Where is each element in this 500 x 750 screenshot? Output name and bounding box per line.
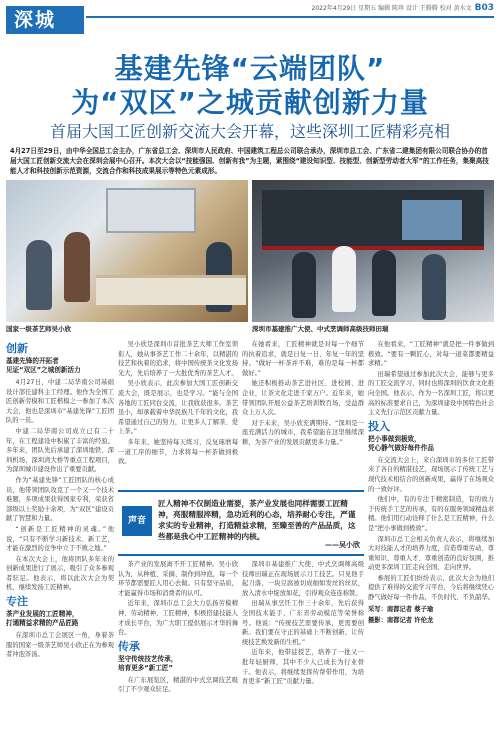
headline-line2: 为“双区”之城贡献创新力量: [71, 86, 429, 119]
section-subtitle: 把小事做到极致， 凭心静气做好每件作品: [368, 434, 434, 452]
photo-backdrop: [106, 188, 196, 233]
paragraph: 在他看来，“工匠精神”就是把一件事做到极致。“要有一颗匠心，对每一道菜都要精益求精。”: [368, 341, 494, 368]
top-rule: [86, 16, 494, 18]
quote-badge: 声音: [122, 506, 152, 536]
paragraph: 吴小欣是深圳市首批茶艺大师工作室领衔人，她从事茶艺工作二十余年，以精湛的技艺和执着的追求，将中国传统茶文化发扬光大，先后培养了一大批优秀的茶艺人才。: [118, 341, 238, 377]
paragraph: 深圳市基建推广大使、中式烹调师高级技师田瑞正在现场展示刀工技艺。只见他手起刀落，一块豆腐被切成细如发丝的丝状，放入清水中绽放如花，引得观众连连称赞。: [242, 561, 364, 597]
subhead: 首届大国工匠创新交流大会开幕，这些深圳工匠精彩亮相: [49, 122, 450, 141]
pull-quote: [118, 490, 364, 556]
section-title: 创新: [6, 342, 28, 355]
photo-tea-table: [96, 275, 246, 305]
paragraph: 近年来，深圳市总工会大力弘扬劳模精神、劳动精神、工匠精神，积极搭建技能人才成长平台，为广大职工提供展示才华的舞台。: [118, 600, 238, 637]
photo-figure: [422, 254, 446, 320]
paragraph: 在深圳市总工会展区一角，身着茶服的国家一级茶艺师吴小欣正在为参观者冲泡茶汤。: [6, 632, 114, 659]
headline-line1: 基建先锋“云端团队”: [114, 52, 386, 85]
paragraph: 深圳市总工会相关负责人表示，将继续加大对技能人才的培养力度，营造尊重劳动、尊重知识、尊重人才、尊重创造的良好氛围，推动更多深圳工匠走向全国、走向世界。: [368, 535, 494, 572]
photo-figure: [64, 232, 90, 302]
paragraph: 作为“基建先锋”工匠团队的核心成员，他带领团队攻克了一个又一个技术难题，多项成果获得国家专利，荣获省部级以上奖励十余项，为“双区”建设贡献了智慧和力量。: [6, 476, 114, 523]
paragraph: 吴小欣表示，此次参加大国工匠创新交流大会，既是展示，也是学习。“能与全国各地的工匠同台交流，让我收获很多。茶艺虽小，却承载着中华民族几千年的文化，我希望通过自己的努力，让更多人了解茶、爱上茶。”: [118, 380, 238, 436]
section-title: 专注: [6, 595, 28, 609]
paragraph: 参展的工匠们纷纷表示，此次大会为他们提供了难得的交流学习平台，今后将继续凭心静气做好每一件作品，不负时代、不负韶华。: [368, 574, 494, 602]
article-column-2-top: [118, 340, 238, 486]
photo-chef: [252, 180, 494, 322]
paragraph: 对于未来，吴小欣充满期待。“深圳是一座充满活力的城市，我希望能在这里继续深耕，为茶产业的发展贡献更多力量。”: [242, 419, 364, 446]
photo-caption: 国家一级茶艺师吴小欣: [6, 325, 71, 333]
article-column-1: [6, 340, 114, 744]
photo-caption: 深圳市基建推广大使、中式烹调师高级技师田瑞: [252, 325, 389, 333]
photo-figure: [332, 246, 356, 312]
paragraph: 他们中，有的专注于精密制造，有的致力于传统手工艺的传承，有的在服务领域精益求精。他们用行动诠释了什么是工匠精神，什么是“把小事做到极致”。: [368, 496, 494, 532]
article-column-4: [368, 340, 494, 744]
photo-tea-master: [6, 180, 248, 322]
article-column-3-bottom: [242, 560, 364, 744]
paragraph: 在交流大会上，来自深圳市的多位工匠带来了各自的精湛技艺，现场展示了传统工艺与现代技术相结合的创新成果，赢得了在场观众的一致好评。: [368, 456, 494, 493]
dateline-text: 2022年4月29日 星期五 编辑 陈珍 设计 王腾腾 校对 黄水文: [311, 5, 472, 12]
byline-photographer: 摄影：南都记者 许伦龙: [368, 617, 434, 625]
paragraph: 中建二局华南公司成立已有二十年，在工程建设中积累了丰富的经验。多年来，团队先后承建了深圳地铁、深圳机场、深圳湾大桥等重点工程项目，为深圳城市建设作出了重要贡献。: [6, 427, 114, 474]
photo-figure: [26, 240, 52, 310]
section-subtitle: 茶产业发展的工匠精神， 打通精益求精的产品匠路: [6, 610, 79, 628]
paragraph: 在她看来，工匠精神就是对每一个细节的执着追求，就是日复一日、年复一年的坚持。“做好一杯茶并不难，难的是每一杯都做好。”: [242, 341, 364, 377]
paragraph: 田瑞从事烹饪工作三十余年，先后获得全国技术能手、广东省劳动模范等荣誉称号。他说：“传统技艺需要传承，更需要创新。我们要在守正的基础上不断创新，让传统技艺焕发新的生机。”: [242, 600, 364, 646]
section-subtitle: 基建先锋的开拓者 见证“双区”之城创新活力: [6, 357, 81, 374]
paragraph: 她还积极推动茶艺进社区、进校园、进企业，让茶文化走进千家万户。近年来，她带领团队开展公益茶艺培训数百场，受益群众上万人次。: [242, 380, 364, 417]
paragraph: 田瑞希望通过参加此次大会，能够与更多的工匠交流学习，同时也将深圳的饮食文化推向全国。他表示，作为一名深圳工匠，将以更高的标准要求自己，为深圳建设中国特色社会主义先行示范区贡献力量。: [368, 370, 494, 417]
masthead: [0, 0, 500, 38]
section-subtitle: 坚守传统技艺传承， 培育更多“新工匠”: [118, 654, 178, 672]
paragraph: 多年来，她坚持每天练习，反复琢磨每一道工序的细节，力求将每一杯茶做到极致。: [118, 438, 238, 466]
paragraph: “创新是工匠精神的灵魂。”他说，“只有不断学习新技术、新工艺，才能在激烈的竞争中立于不败之地。”: [6, 525, 114, 553]
paragraph: 茶产业的发展离不开工匠精神。吴小欣认为，从种植、采摘、制作到冲泡，每一个环节都需要匠人用心去做。只有坚守品质，才能赢得市场和消费者的认可。: [118, 561, 238, 597]
section-title: 投入: [368, 419, 390, 433]
section-title: 传承: [118, 639, 140, 653]
article-column-3-top: [242, 340, 364, 486]
paragraph: 在广东展览区，精湛的中式烹调技艺吸引了不少观众驻足。: [118, 676, 238, 694]
photo-figure: [292, 252, 316, 318]
lead-paragraph: 4月27日至29日，由中华全国总工会主办，广东省总工会、深圳市人民政府、中国建筑工程总公司联合承办，深圳市总工会、广东省二建集团有限公司联合协办的首届大国工匠创新交流大会在深圳会展中心召开。本次大会以“技能强国、创新有我”为主题，紧围绕“建设知识型、技能型、创新型劳动者大军”的工作任务，集聚高技能人才和科技创新示范资源，交流合作和科技成果展示等特色元素成形。: [10, 147, 489, 175]
photo-figure: [372, 250, 396, 316]
byline-writer: 采写：南都记者 蔡子瑜: [368, 605, 434, 613]
quote-source: ——吴小欣: [325, 541, 360, 549]
dateline: [312, 3, 494, 13]
quote-text: 匠人精神不仅制造业需要，茶产业发展也同样需要工匠精神，亮服精服淬精，急功近利的心态，培养耐心专注，严谨求实的专业精神，打造精益求精，至臻至善的产品品质，这些都是我心中工匠精神的内核。: [158, 499, 356, 541]
section-tag: 深城: [6, 6, 84, 34]
paragraph: 4月27日，中建二局华南公司基础设计部任建科主工经理。他作为全国工匠创新劳模和工匠楷模之一参加了本次大会，他也是深圳市“基建先锋”工匠团队的一员。: [6, 379, 114, 425]
paragraph: 在本次大会上，他将团队多年来的创新成果进行了展示，吸引了众多参观者驻足。他表示，将以此次大会为契机，继续发扬工匠精神。: [6, 555, 114, 592]
photo-screen: [402, 200, 462, 240]
page-number: B03: [474, 3, 494, 13]
paragraph: 近年来，他带徒授艺，培养了一批又一批年轻厨师，其中不少人已成长为行业骨干。他表示，将继续发挥传帮带作用，为培育更多“新工匠”贡献力量。: [242, 649, 364, 686]
article-column-2-bottom: [118, 560, 238, 744]
